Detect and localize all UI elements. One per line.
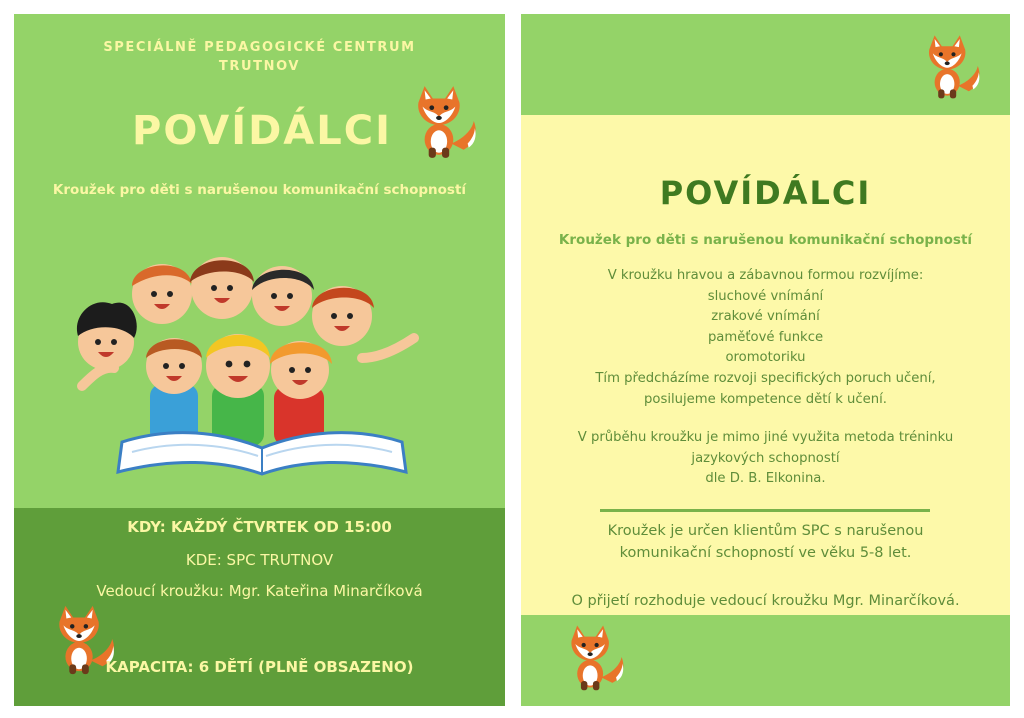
method-line: jazykových schopností <box>691 450 840 466</box>
fox-icon <box>555 620 629 694</box>
program-description <box>521 266 1010 410</box>
method-description <box>521 428 1010 490</box>
poster-back-page <box>521 14 1010 706</box>
course-leader: Vedoucí kroužku: Mgr. Kateřina Minarčíková <box>96 582 423 600</box>
target-group-note <box>521 520 1010 564</box>
poster-front-page <box>14 14 505 706</box>
note-line: komunikační schopností ve věku 5-8 let. <box>619 545 912 561</box>
skill-item: zrakové vnímání <box>711 309 820 325</box>
skill-item: paměťové funkce <box>707 329 824 345</box>
fox-icon <box>913 30 985 102</box>
poster-subtitle: Kroužek pro děti s narušenou komunikační schopností <box>52 182 467 198</box>
description-line: Tím předcházíme rozvoji specifických poruch učení, <box>595 370 936 386</box>
meeting-place: KDE: SPC TRUTNOV <box>185 551 334 569</box>
organization-line-1: SPECIÁLNĚ PEDAGOGICKÉ CENTRUM <box>103 40 416 55</box>
poster-title: POVÍDÁLCI <box>659 174 872 212</box>
poster-title: POVÍDÁLCI <box>132 108 392 154</box>
children-reading-book-illustration <box>62 246 462 476</box>
meeting-time: KDY: KAŽDÝ ČTVRTEK OD 15:00 <box>127 518 392 536</box>
method-line: V průběhu kroužku je mimo jiné využita metoda tréninku <box>577 430 954 445</box>
method-line: dle D. B. Elkonina. <box>705 471 826 487</box>
description-line: V kroužku hravou a zábavnou formou rozvíjíme: <box>607 268 924 283</box>
organization-line-2: TRUTNOV <box>218 59 301 74</box>
section-divider <box>600 509 930 512</box>
organization-name <box>14 38 505 76</box>
poster-subtitle: Kroužek pro děti s narušenou komunikační schopností <box>558 232 973 248</box>
capacity-info: KAPACITA: 6 DĚTÍ (PLNĚ OBSAZENO) <box>105 658 414 676</box>
note-line: Kroužek je určen klientům SPC s narušenou <box>607 523 924 539</box>
skill-item: sluchové vnímání <box>707 288 824 304</box>
fox-icon <box>400 80 482 162</box>
description-line: posilujeme kompetence dětí k učení. <box>644 391 887 407</box>
skill-item: oromotoriku <box>725 350 806 366</box>
admission-note: O přijetí rozhoduje vedoucí kroužku Mgr. Minarčíková. <box>571 593 960 609</box>
poster-info-footer <box>14 508 505 706</box>
